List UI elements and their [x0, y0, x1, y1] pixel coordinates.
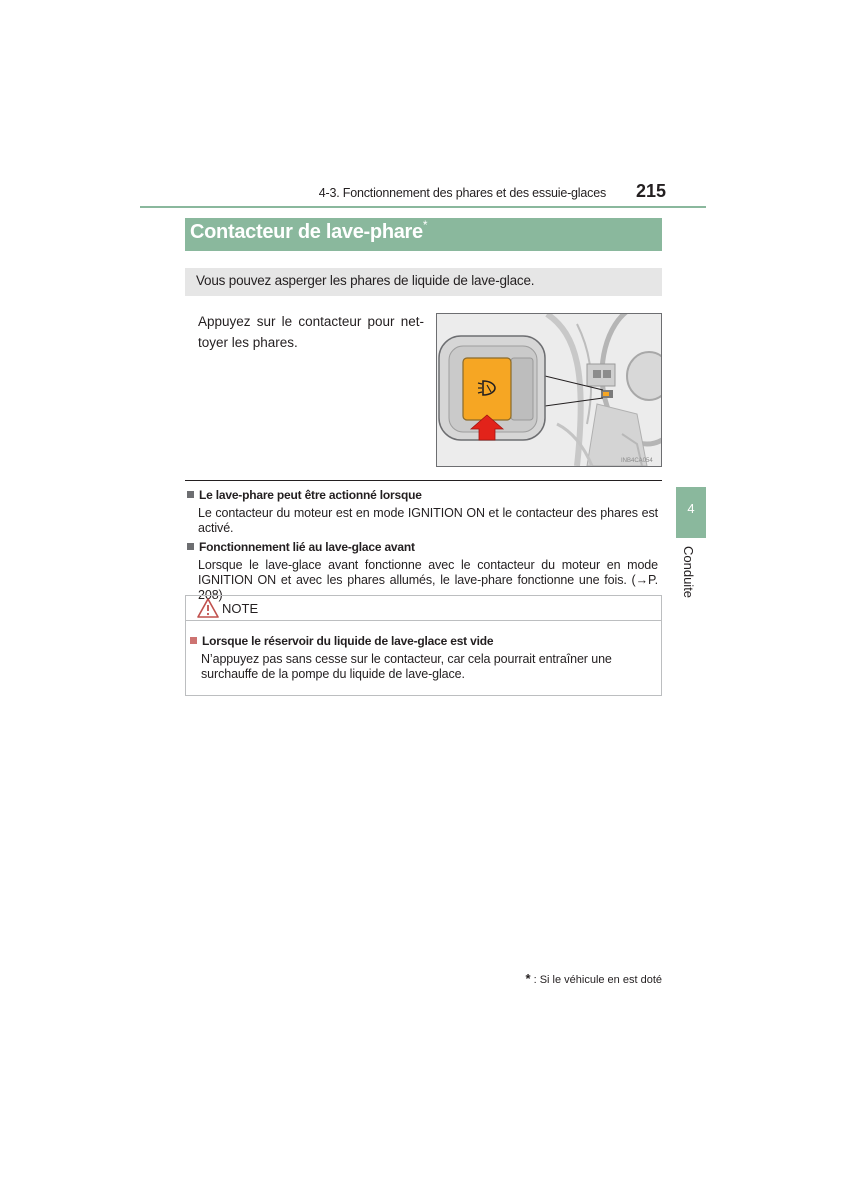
- info-heading-text: Le lave-phare peut être actionné lorsque: [199, 488, 422, 502]
- header-rule: [140, 206, 706, 208]
- content-separator: [185, 480, 662, 481]
- footnote-text: : Si le véhicule en est doté: [533, 974, 662, 986]
- info-text: Lorsque le lave-glace avant fonctionne avec le contacteur du moteur en mode IGNITION ON et avec les phares allumés, le lave-phare fonctionne une fois. (→P. 208): [198, 558, 658, 602]
- chapter-label: Conduite: [681, 546, 696, 599]
- running-header-section: 4-3. Fonctionnement des phares et des essuie-glaces: [318, 186, 606, 200]
- headlight-cleaner-switch: [463, 358, 511, 420]
- footnote: [440, 971, 662, 986]
- info-text: Le contacteur du moteur est en mode IGNITION ON et le contacteur des phares est activé.: [198, 506, 658, 535]
- info-heading: [187, 540, 415, 554]
- illustration-code: INB4CA054: [621, 458, 653, 464]
- info-heading-text: Fonctionnement lié au lave-glace avant: [199, 540, 415, 554]
- info-heading: [187, 488, 422, 502]
- note-heading: [190, 634, 493, 648]
- chapter-number: 4: [687, 501, 695, 516]
- note-text: N’appuyez pas sans cesse sur le contacteur, car cela pourrait entraîner une surchauffe de la pompe du liquide de lave-glace.: [201, 652, 612, 681]
- bullet-square-icon: [190, 637, 197, 644]
- note-divider: [185, 620, 662, 621]
- footnote-asterisk: *: [525, 971, 531, 986]
- warning-triangle-icon: [197, 598, 219, 623]
- note-label: NOTE: [222, 601, 259, 616]
- body-paragraph: Appuyez sur le contacteur pour net-toyer les phares.: [198, 314, 424, 350]
- dashboard-illustration: [437, 314, 661, 466]
- bullet-square-icon: [187, 543, 194, 550]
- note-heading-text: Lorsque le réservoir du liquide de lave-glace est vide: [202, 634, 494, 648]
- bullet-square-icon: [187, 491, 194, 498]
- section-title-text: Contacteur de lave-phare: [190, 221, 423, 243]
- headlight-cleaner-switch-illustration: [436, 313, 662, 467]
- section-title: [190, 218, 428, 244]
- section-title-asterisk: *: [422, 218, 428, 232]
- page-number: 215: [636, 181, 667, 201]
- switch-location-marker: [603, 392, 609, 396]
- intro-text: Vous pouvez asperger les phares de liquide de lave-glace.: [196, 273, 535, 288]
